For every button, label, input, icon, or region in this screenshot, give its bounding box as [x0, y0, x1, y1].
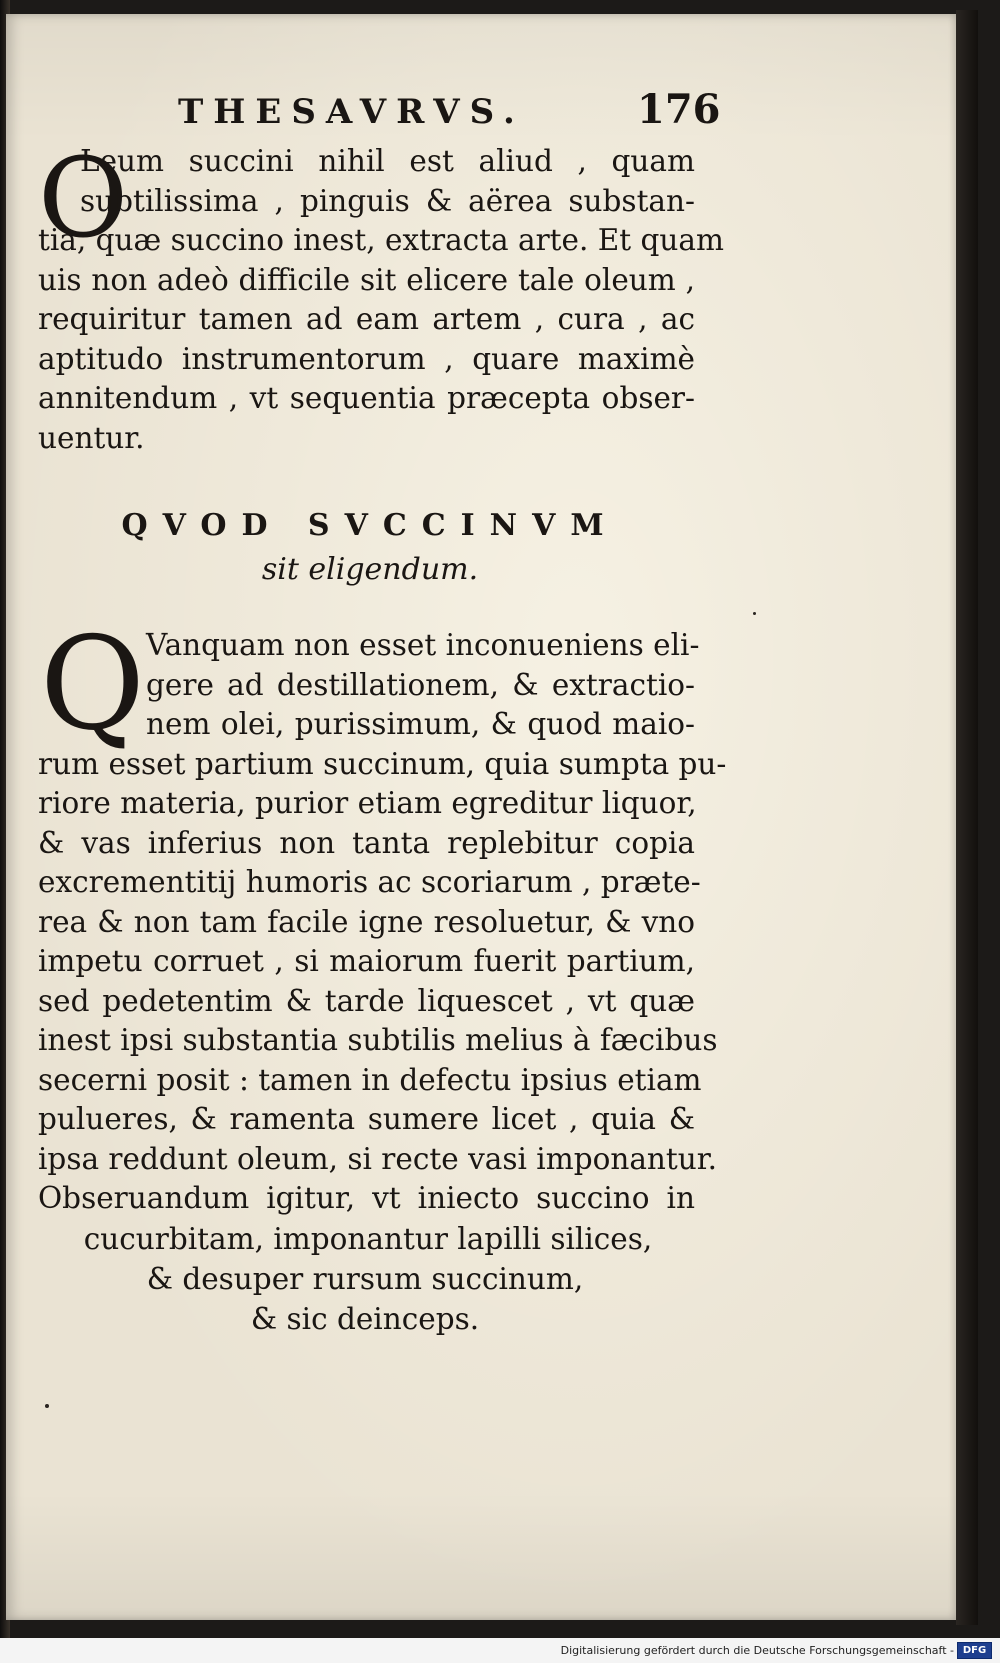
dfg-logo-icon: DFG [957, 1642, 992, 1659]
text-line: rea & non tam facile igne resoluetur, & vno [38, 904, 695, 939]
page-number: 176 [637, 86, 721, 133]
text-line: ipsa reddunt oleum, si recte vasi imponantur. [38, 1141, 718, 1176]
footer-credit: Digitalisierung gefördert durch die Deutsche Forschungsgemeinschaft - [560, 1644, 954, 1657]
text-line: Vanquam non esset inconueniens eli- [146, 628, 700, 662]
ink-speck [45, 1404, 49, 1408]
section-subheading: sit eligendum. [261, 552, 479, 587]
text-line: secerni posit : tamen in defectu ipsius etiam [38, 1062, 702, 1097]
text-line: gere ad destillationem, & extractio- [146, 667, 695, 702]
text-line: sed pedetentim & tarde liquescet , vt quæ [38, 983, 695, 1018]
text-line: excrementitij humoris ac scoriarum , præte- [38, 865, 701, 899]
text-line: Obseruandum igitur, vt iniecto succino in [38, 1181, 695, 1215]
text-line: Leum succini nihil est aliud , quam [80, 144, 695, 178]
text-line: uis non adeò difficile sit elicere tale oleum , [38, 262, 695, 297]
text-line: uentur. [38, 420, 145, 455]
text-line: inest ipsi substantia subtilis melius à fæcibus [38, 1023, 718, 1057]
closing-line: & sic deinceps. [250, 1302, 480, 1336]
closing-line: & desuper rursum succinum, [146, 1262, 584, 1296]
drop-cap-initial: O [38, 134, 129, 262]
paragraph-oleum [38, 134, 724, 458]
drop-cap-initial: Q [40, 610, 145, 759]
text-line: subtilissima , pinguis & aërea substan- [80, 183, 695, 218]
ink-speck [753, 612, 756, 615]
text-line: & vas inferius non tanta replebitur copia [38, 825, 695, 860]
running-head: THESAVRVS. [178, 92, 525, 132]
text-line: nem olei, purissimum, & quod maio- [146, 707, 695, 741]
section-heading: QVOD SVCCINVM [121, 508, 619, 543]
text-line: requiritur tamen ad eam artem , cura , ac [38, 302, 695, 336]
text-line: aptitudo instrumentorum , quare maximè [38, 341, 695, 376]
closing-line: cucurbitam, imponantur lapilli silices, [83, 1222, 653, 1256]
text-line: riore materia, purior etiam egreditur liquor, [38, 786, 697, 820]
text-line: annitendum , vt sequentia præcepta obser- [38, 381, 695, 415]
book-edge [956, 10, 978, 1625]
text-line: impetu corruet , si maiorum fuerit partium, [38, 944, 695, 978]
text-line: tia, quæ succino inest, extracta arte. Et quam [38, 223, 724, 257]
paragraph-quanquam [38, 610, 727, 1219]
text-line: pulueres, & ramenta sumere licet , quia & [38, 1102, 695, 1136]
text-line: rum esset partium succinum, quia sumpta pu- [38, 746, 727, 781]
